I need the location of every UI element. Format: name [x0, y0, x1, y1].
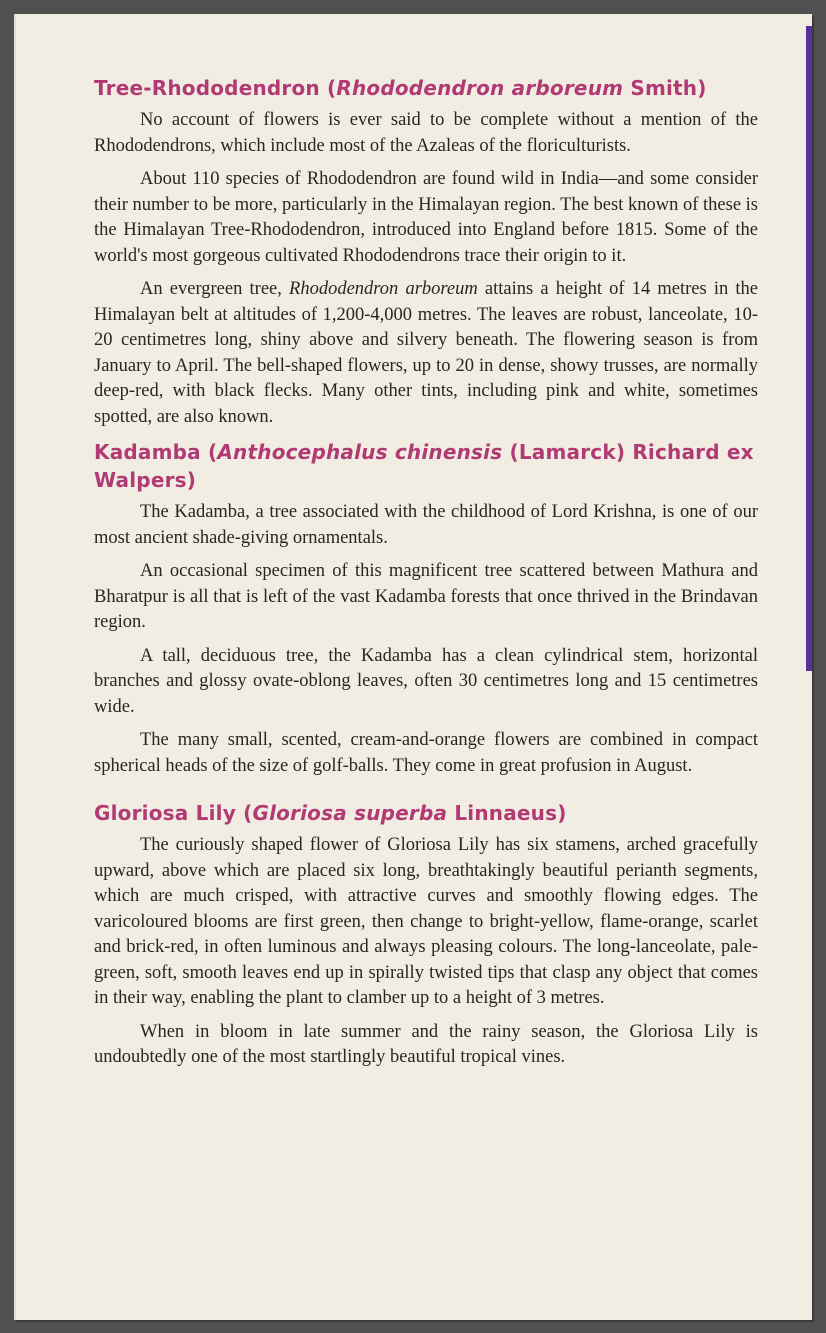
page-content	[94, 74, 758, 1079]
heading-author: Linnaeus)	[447, 801, 567, 825]
paragraph: The curiously shaped flower of Gloriosa Lily has six stamens, arched gracefully upward, above which are placed six long, breathtakingly beautiful perianth segments, which are much crisped, with attractive curves and smoothly flowing edges. The varicoloured blooms are first green, then change to bright-yellow, flame-orange, scarlet and brick-red, in often luminous and always pleasing colours. The long-lanceolate, pale-green, soft, smooth leaves end up in spirally twisted tips that clasp any object that comes in their way, enabling the plant to clamber up to a height of 3 metres.	[94, 835, 758, 1008]
heading-paren: (	[243, 801, 253, 825]
heading-common-name: Tree-Rhododendron	[94, 76, 320, 100]
section-heading	[94, 438, 758, 494]
paragraph-italic-term: Rhododendron arboreum	[289, 279, 478, 299]
heading-scientific-name: Rhododendron arboreum	[336, 76, 624, 100]
paragraph: No account of flowers is ever said to be complete without a mention of the Rhododendrons, which include most of the Azaleas of the floriculturists.	[94, 110, 758, 156]
heading-author: (Lamarck) Richard ex Walpers)	[94, 440, 754, 492]
section-gloriosa-lily	[94, 799, 758, 1071]
paragraph: The many small, scented, cream-and-orange flowers are combined in compact spherical heads of the size of golf-balls. They come in great profusion in August.	[94, 730, 758, 776]
paragraph: A tall, deciduous tree, the Kadamba has a clean cylindrical stem, horizontal branches and glossy ovate-oblong leaves, often 30 centimetres long and 15 centimetres wide.	[94, 645, 758, 717]
section-tree-rhododendron	[94, 74, 758, 430]
section-heading	[94, 74, 758, 102]
edge-color-stripe	[806, 26, 812, 671]
paragraph: An occasional specimen of this magnificent tree scattered between Mathura and Bharatpur is all that is left of the vast Kadamba forests that once thrived in the Brindavan region.	[94, 561, 758, 632]
section-heading	[94, 799, 758, 827]
heading-scientific-name: Gloriosa superba	[252, 801, 448, 825]
paragraph: About 110 species of Rhododendron are found wild in India—and some consider their number to be more, particularly in the Himalayan region. The best known of these is the Himalayan Tree-Rhododendron, introduced into England before 1815. Some of the world's most gorgeous cultivated Rhododendrons trace their origin to it.	[94, 169, 758, 266]
heading-common-name: Kadamba	[94, 440, 201, 464]
document-page	[14, 14, 812, 1320]
paragraph-lead: An evergreen tree,	[140, 279, 290, 299]
paragraph: When in bloom in late summer and the rainy season, the Gloriosa Lily is undoubtedly one of the most startlingly beautiful tropical vines.	[94, 1021, 758, 1067]
heading-common-name: Gloriosa Lily	[94, 801, 236, 825]
paragraph-rest: attains a height of 14 metres in the Himalayan belt at altitudes of 1,200-4,000 metres. The leaves are robust, lanceolate, 10-20 centimetres long, shiny above and silvery beneath. The flowering season is from January to April. The bell-shaped flowers, up to 20 in dense, showy trusses, are normally deep-red, with black flecks. Many other tints, including pink and white, sometimes spotted, are also known.	[94, 279, 758, 427]
heading-paren: (	[208, 440, 218, 464]
heading-author: Smith)	[623, 76, 707, 100]
heading-scientific-name: Anthocephalus chinensis	[217, 440, 503, 464]
heading-paren: (	[327, 76, 337, 100]
paragraph	[94, 277, 758, 430]
paragraph: The Kadamba, a tree associated with the childhood of Lord Krishna, is one of our most ancient shade-giving ornamentals.	[94, 502, 758, 548]
section-kadamba	[94, 438, 758, 779]
